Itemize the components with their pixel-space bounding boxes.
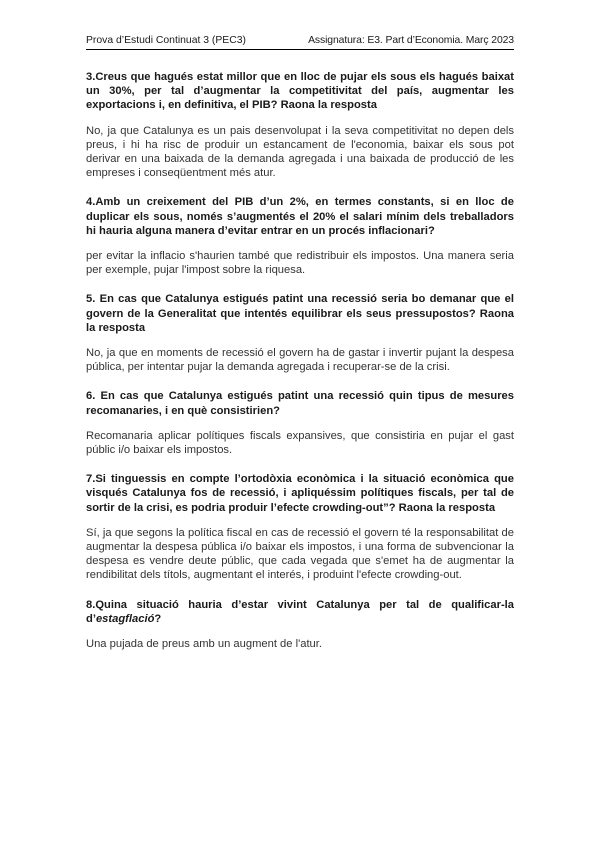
answer-7: Sí, ja que segons la política fiscal en cas de recessió el govern té la responsabilitat de augmentar la despesa pública i/o baixar els impostos, i una forma de subvencionar la despesa es vendre deute públic, que cada vegada que s'emet ha de augmentar la rendibilitat dels títols, augmentant el interés, i produint l'efecte crowding-out.: [86, 526, 514, 582]
answer-8: Una pujada de preus amb un augment de l'atur.: [86, 638, 322, 651]
question-5: 5. En cas que Catalunya estigués patint una recessió seria bo demanar que el govern de la Generalitat que intentés equilibrar els seus pressupostos? Raona la resposta: [86, 293, 514, 334]
question-8-prefix: 8.Quina situació hauria d’estar vivint Catalunya per tal de qualificar-la d’: [86, 598, 514, 625]
answer-6: Recomanaria aplicar polítiques fiscals expansives, que consistiria en pujar el gast públic i/o baixar els impostos.: [86, 429, 514, 457]
header-subject: Assignatura: E3. Part d’Economia. Març 2023: [308, 35, 514, 46]
document-body: [86, 70, 514, 651]
question-4: 4.Amb un creixement del PIB d’un 2%, en termes constants, si en lloc de duplicar els sous, només s’augmentés el 20% el salari mínim dels treballadors hi hauria alguna manera d’evitar entrar en un procés inflacionari?: [86, 196, 514, 237]
answer-5: No, ja que en moments de recessió el govern ha de gastar i invertir pujant la despesa pública, per intentar pujar la demanda agregada i recuperar-se de la crisi.: [86, 347, 514, 374]
question-8-term: estagflació: [95, 612, 155, 625]
question-6: 6. En cas que Catalunya estigués patint una recessió quin tipus de mesures recomanaries, i en què consistirien?: [86, 390, 514, 417]
question-7: 7.Si tinguessis en compte l’ortodòxia econòmica i la situació econòmica que visqués Catalunya fos de recessió, i apliquéssim polítiques fiscals, per tal de sortir de la crisi, es podria produir l’efecte crowding-out”? Raona la resposta: [86, 473, 514, 514]
page-header: [86, 35, 514, 50]
question-8-suffix: ?: [154, 612, 162, 625]
header-course: Prova d’Estudi Continuat 3 (PEC3): [86, 35, 246, 46]
question-3: 3.Creus que hagués estat millor que en lloc de pujar els sous els hagués baixat un 30%, per tal d’augmentar la competitivitat del país, augmentar les exportacions i, en definitiva, el PIB? Raona la resposta: [86, 71, 514, 112]
answer-4: per evitar la inflacio s'haurien també que redistribuir els impostos. Una manera seria per exemple, pujar l'impost sobre la riquesa.: [86, 250, 514, 277]
answer-3: No, ja que Catalunya es un pais desenvolupat i la seva competitivitat no depen dels preus, i hi ha risc de produir un estancament de l'economia, baixar els sous pot derivar en una baixada de la demanda agregada i una baixada de producció de les empreses i conseqüentment més atur.: [86, 124, 514, 180]
question-8: [86, 598, 514, 626]
